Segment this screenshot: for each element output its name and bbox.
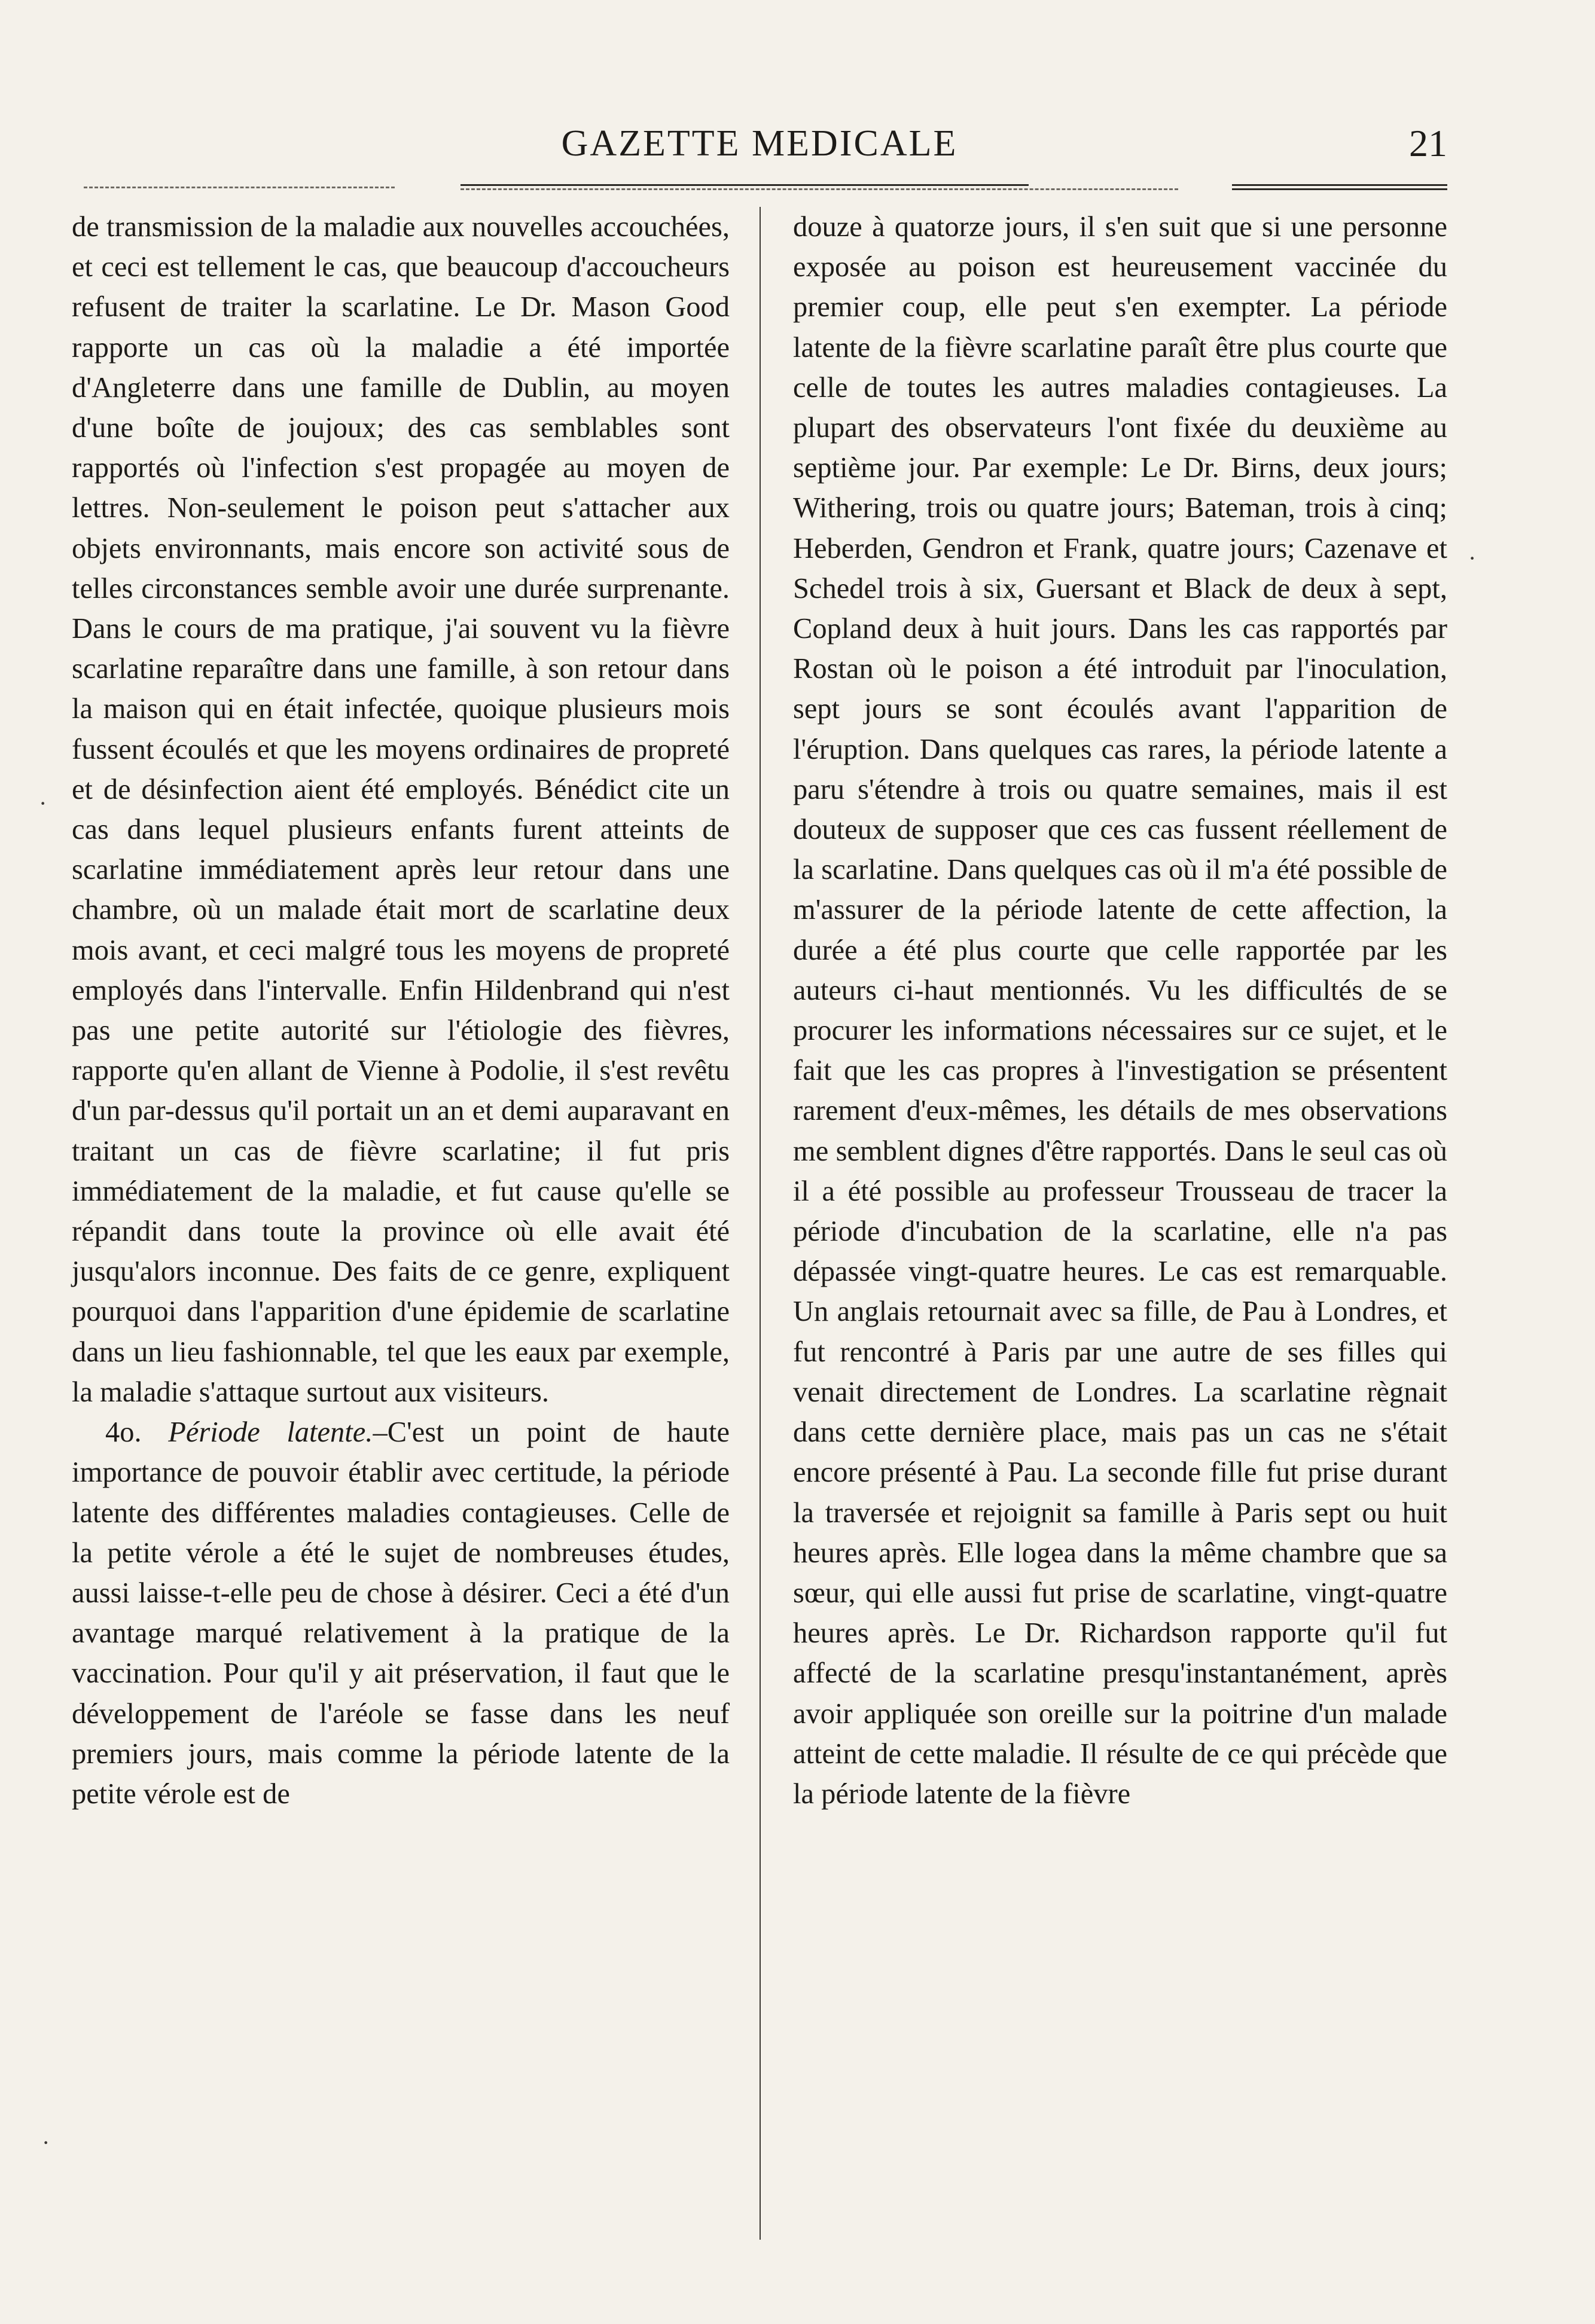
- left-column: [72, 207, 730, 1814]
- column-divider: [760, 207, 761, 2240]
- header-rule-segment: [460, 188, 1178, 190]
- margin-dot: ·: [39, 790, 47, 817]
- page-number: 21: [1409, 122, 1447, 164]
- paragraph: douze à quatorze jours, il s'en suit que si une personne exposée au poison est heureusement vaccinée du premier coup, elle peut s'en exempter. La période latente de la fièvre scarlatine paraît être plus courte que celle de toutes les autres maladies contagieuses. La plupart des observateurs l'ont fixée du deuxième au septième jour. Par exemple: Le Dr. Birns, deux jours; Withering, trois ou quatre jours; Bateman, trois à cinq; Heberden, Gendron et Frank, quatre jours; Cazenave et Schedel trois à six, Guersant et Black de deux à sept, Copland deux à huit jours. Dans les cas rapportés par Rostan où le poison a été introduit par l'inoculation, sept jours se sont écoulés avant l'apparition de l'éruption. Dans quelques cas rares, la période latente a paru s'étendre à trois ou quatre semaines, mais il est douteux de supposer que ces cas fussent réellement de la scarlatine. Dans quelques cas où il m'a été possible de m'assurer de la période latente de cette affection, la durée a été plus courte que celle rapportée par les auteurs ci-haut mentionnés. Vu les difficultés de se procurer les informations nécessaires sur ce sujet, et le fait que les cas propres à l'investigation se présentent rarement d'eux-mêmes, les détails de mes observations me semblent dignes d'être rapportés. Dans le seul cas où il a été possible au professeur Trousseau de tracer la période d'incubation de la scarlatine, elle n'a pas dépassée vingt-quatre heures. Le cas est remarquable. Un anglais retournait avec sa fille, de Pau à Londres, et fut rencontré à Paris par une autre de ses filles qui venait directement de Londres. La scarlatine règnait dans cette dernière place, mais pas un cas ne s'était encore présenté à Pau. La seconde fille fut prise durant la traversée et rejoignit sa famille à Paris sept ou huit heures après. Elle logea dans la même chambre que sa sœur, qui elle aussi fut prise de scarlatine, vingt-quatre heures après. Le Dr. Richardson rapporte qu'il fut affecté de la scarlatine presqu'instantanément, après avoir appliquée son oreille sur la poitrine d'un malade atteint de cette maladie. Il résulte de ce qui précède que la période latente de la fièvre: [793, 211, 1447, 1810]
- header-rule-segment: [460, 184, 1029, 186]
- header-rule-segment: [84, 187, 395, 188]
- header-rule-segment: [1232, 188, 1447, 190]
- section-title: Période latente.: [168, 1416, 373, 1449]
- paragraph-text: –C'est un point de haute importance de pouvoir établir avec certitude, la période latente des différentes maladies contagieuses. Celle de la petite vérole a été le sujet de nombreuses études, aussi laisse-t-elle peu de chose à désirer. Ceci a été d'un avantage marqué relativement à la pratique de la vaccination. Pour qu'il y ait préservation, il faut que le développement de l'aréole se fasse dans les neuf premiers jours, mais comme la période latente de la petite vérole est de: [72, 1416, 730, 1810]
- page-header: [72, 117, 1447, 170]
- paragraph-periode-latente: [72, 1412, 730, 1814]
- header-rule: [72, 183, 1447, 191]
- paragraph: de transmission de la maladie aux nouvelles accouchées, et ceci est tellement le cas, que beaucoup d'accoucheurs refusent de traiter la scarlatine. Le Dr. Mason Good rapporte un cas où la maladie a été importée d'Angleterre dans une famille de Dublin, au moyen d'une boîte de joujoux; des cas semblables sont rapportés où l'infection s'est propagée au moyen de lettres. Non-seulement le poison peut s'attacher aux objets environnants, mais encore son activité sous de telles circonstances semble avoir une durée surprenante. Dans le cours de ma pratique, j'ai souvent vu la fièvre scarlatine reparaître dans une famille, à son retour dans la maison qui en était infectée, quoique plusieurs mois fussent écoulés et que les moyens ordinaires de propreté et de désinfection aient été employés. Bénédict cite un cas dans lequel plusieurs enfants furent atteints de scarlatine immédiatement après leur retour dans une chambre, où un malade était mort de scarlatine deux mois avant, et ceci malgré tous les moyens de propreté employés dans l'intervalle. Enfin Hildenbrand qui n'est pas une petite autorité sur l'étiologie des fièvres, rapporte qu'en allant de Vienne à Podolie, il s'est revêtu d'un par-dessus qu'il portait un an et demi auparavant en traitant un cas de fièvre scarlatine; il fut pris immédiatement de la maladie, et fut cause qu'elle se répandit dans toute la province où elle avait été jusqu'alors inconnue. Des faits de ce genre, expliquent pourquoi dans l'apparition d'une épidemie de scarlatine dans un lieu fashionnable, tel que les eaux par exemple, la maladie s'attaque surtout aux visiteurs.: [72, 211, 730, 1408]
- margin-dot: ·: [42, 2129, 50, 2156]
- right-column: [793, 207, 1447, 1814]
- section-number: 4o.: [105, 1416, 142, 1449]
- margin-dot: ·: [1468, 545, 1477, 572]
- header-rule-segment: [1232, 184, 1447, 186]
- document-page: [39, 0, 1477, 2324]
- running-title: GAZETTE MEDICALE: [561, 123, 958, 164]
